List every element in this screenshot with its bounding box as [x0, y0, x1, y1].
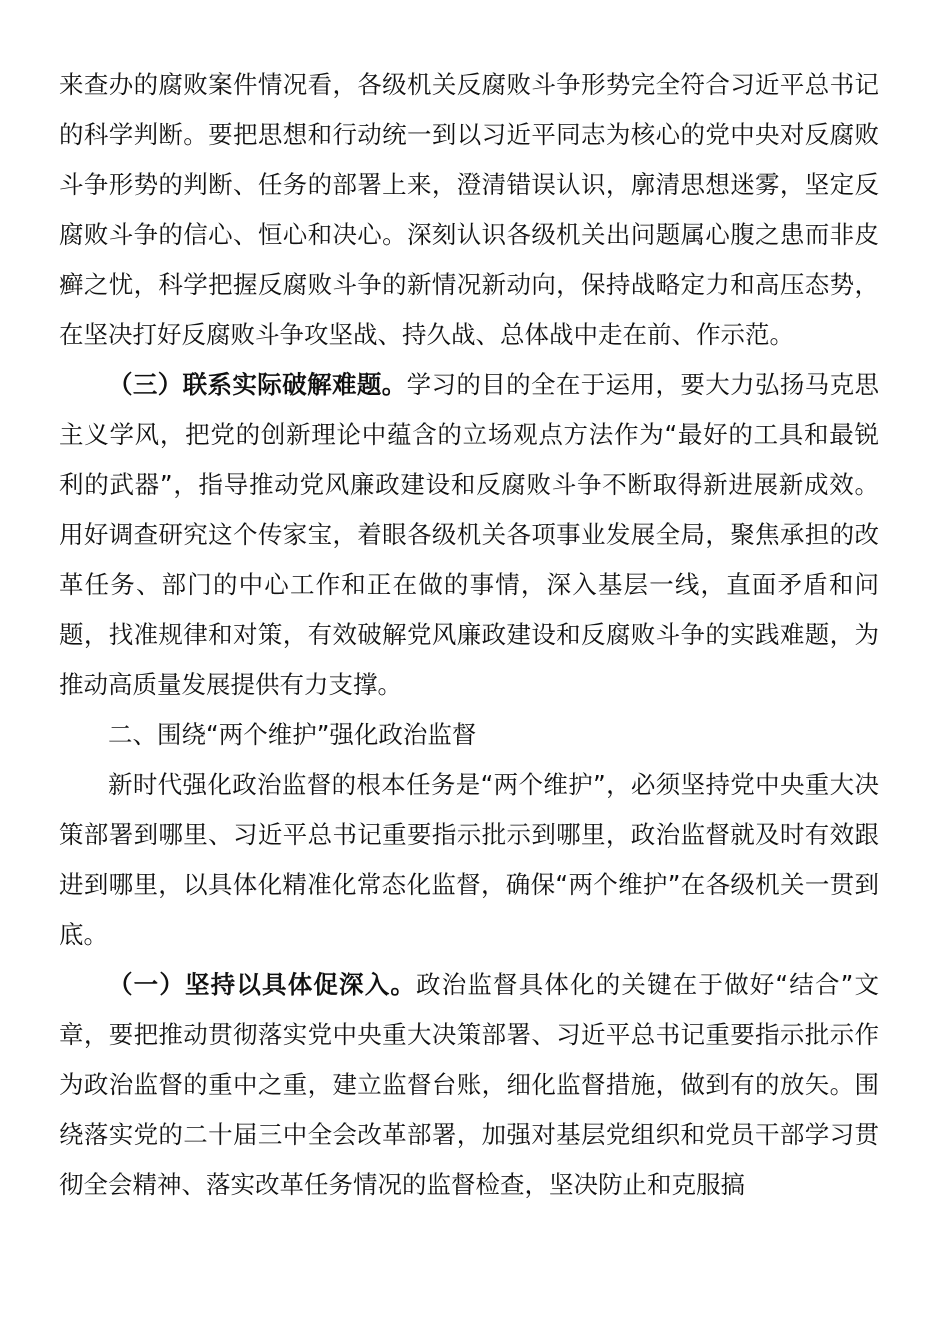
paragraph-lead-heading: （三）联系实际破解难题。	[108, 370, 407, 399]
document-body	[59, 60, 879, 1210]
paragraph-section-one	[59, 960, 879, 1210]
paragraph-political-supervision: 新时代强化政治监督的根本任务是“两个维护”，必须坚持党中央重大决策部署到哪里、习近平总书记重要指示批示到哪里，政治监督就及时有效跟进到哪里，以具体化精准化常态化监督，确保“两个维护”在各级机关一贯到底。	[59, 770, 879, 949]
paragraph-body-text: 学习的目的全在于运用，要大力弘扬马克思主义学风，把党的创新理论中蕴含的立场观点方法作为“最好的工具和最锐利的武器”，指导推动党风廉政建设和反腐败斗争不断取得新进展新成效。用好调查研究这个传家宝，着眼各级机关各项事业发展全局，聚焦承担的改革任务、部门的中心工作和正在做的事情，深入基层一线，直面矛盾和问题，找准规律和对策，有效破解党风廉政建设和反腐败斗争的实践难题，为推动高质量发展提供有力支撑。	[59, 370, 880, 699]
paragraph-lead-heading: （一）坚持以具体促深入。	[108, 970, 417, 999]
paragraph-section-three	[59, 360, 879, 710]
paragraph-continuation: 来查办的腐败案件情况看，各级机关反腐败斗争形势完全符合习近平总书记的科学判断。要把思想和行动统一到以习近平同志为核心的党中央对反腐败斗争形势的判断、任务的部署上来，澄清错误认识，廓清思想迷雾，坚定反腐败斗争的信心、恒心和决心。深刻认识各级机关出问题属心腹之患而非皮癣之忧，科学把握反腐败斗争的新情况新动向，保持战略定力和高压态势，在坚决打好反腐败斗争攻坚战、持久战、总体战中走在前、作示范。	[59, 70, 879, 349]
section-heading: 二、围绕“两个维护”强化政治监督	[108, 720, 477, 749]
paragraph-body-text: 政治监督具体化的关键在于做好“结合”文章，要把推动贯彻落实党中央重大决策部署、习近平总书记重要指示批示作为政治监督的重中之重，建立监督台账，细化监督措施，做到有的放矢。围绕落实党的二十届三中全会改革部署，加强对基层党组织和党员干部学习贯彻全会精神、落实改革任务情况的监督检查，坚决防止和克服搞	[59, 970, 879, 1199]
